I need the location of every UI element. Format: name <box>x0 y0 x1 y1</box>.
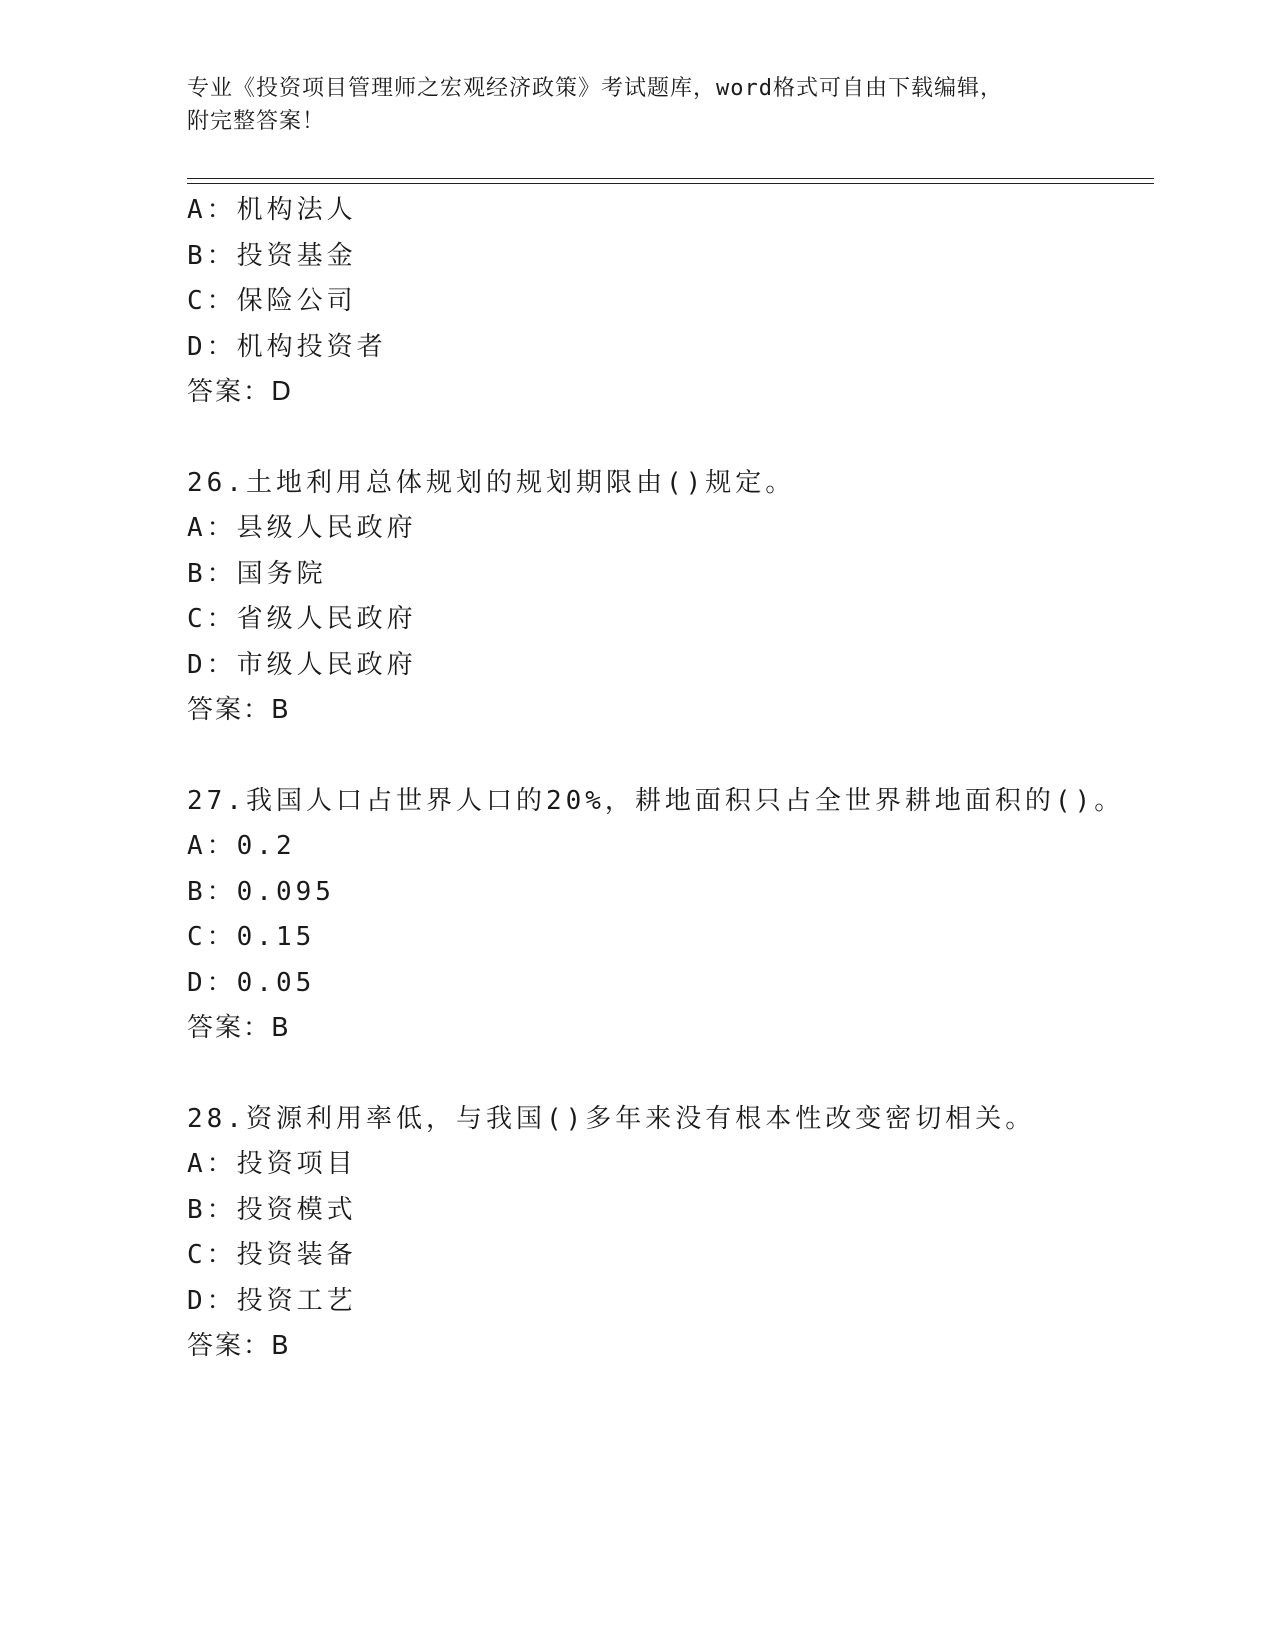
question-list <box>187 188 1147 1370</box>
option-b: B：投资模式 <box>187 1194 357 1225</box>
answer-line: 答案：B <box>187 695 291 725</box>
spacer <box>187 416 1147 461</box>
option-d: D：0.05 <box>187 967 316 998</box>
option-a: A：投资项目 <box>187 1149 357 1179</box>
question-text: 28.资源利用率低，与我国()多年来没有根本性改变密切相关。 <box>187 1103 1036 1134</box>
question-block-26 <box>187 461 1147 734</box>
question-block-28 <box>187 1097 1147 1370</box>
question-block-27 <box>187 779 1147 1052</box>
question-text: 27.我国人口占世界人口的20%，耕地面积只占全世界耕地面积的()。 <box>187 785 1125 816</box>
header-divider-top <box>187 178 1154 179</box>
option-a: A：县级人民政府 <box>187 513 417 543</box>
answer-line: 答案：B <box>187 1013 291 1043</box>
option-c: C：省级人民政府 <box>187 604 417 634</box>
option-c: C：保险公司 <box>187 286 357 316</box>
option-c: C：0.15 <box>187 922 316 952</box>
question-block-25 <box>187 188 1147 416</box>
spacer <box>187 734 1147 779</box>
option-d: D：市级人民政府 <box>187 649 417 680</box>
header-line-2: 附完整答案！ <box>187 109 326 134</box>
option-c: C：投资装备 <box>187 1240 357 1270</box>
option-d: D：投资工艺 <box>187 1285 357 1316</box>
answer-line: 答案：D <box>187 377 294 407</box>
spacer <box>187 1052 1147 1097</box>
option-a: A：0.2 <box>187 831 296 861</box>
header-line-1: 专业《投资项目管理师之宏观经济政策》考试题库，word格式可自由下载编辑， <box>187 76 1003 101</box>
answer-line: 答案：B <box>187 1331 291 1361</box>
option-a: A：机构法人 <box>187 195 357 225</box>
header-divider-bottom <box>187 183 1154 184</box>
option-b: B：0.095 <box>187 876 335 907</box>
question-text: 26.土地利用总体规划的规划期限由()规定。 <box>187 467 796 498</box>
option-d: D：机构投资者 <box>187 331 387 362</box>
option-b: B：国务院 <box>187 558 327 589</box>
document-header <box>187 72 1087 138</box>
option-b: B：投资基金 <box>187 240 357 271</box>
